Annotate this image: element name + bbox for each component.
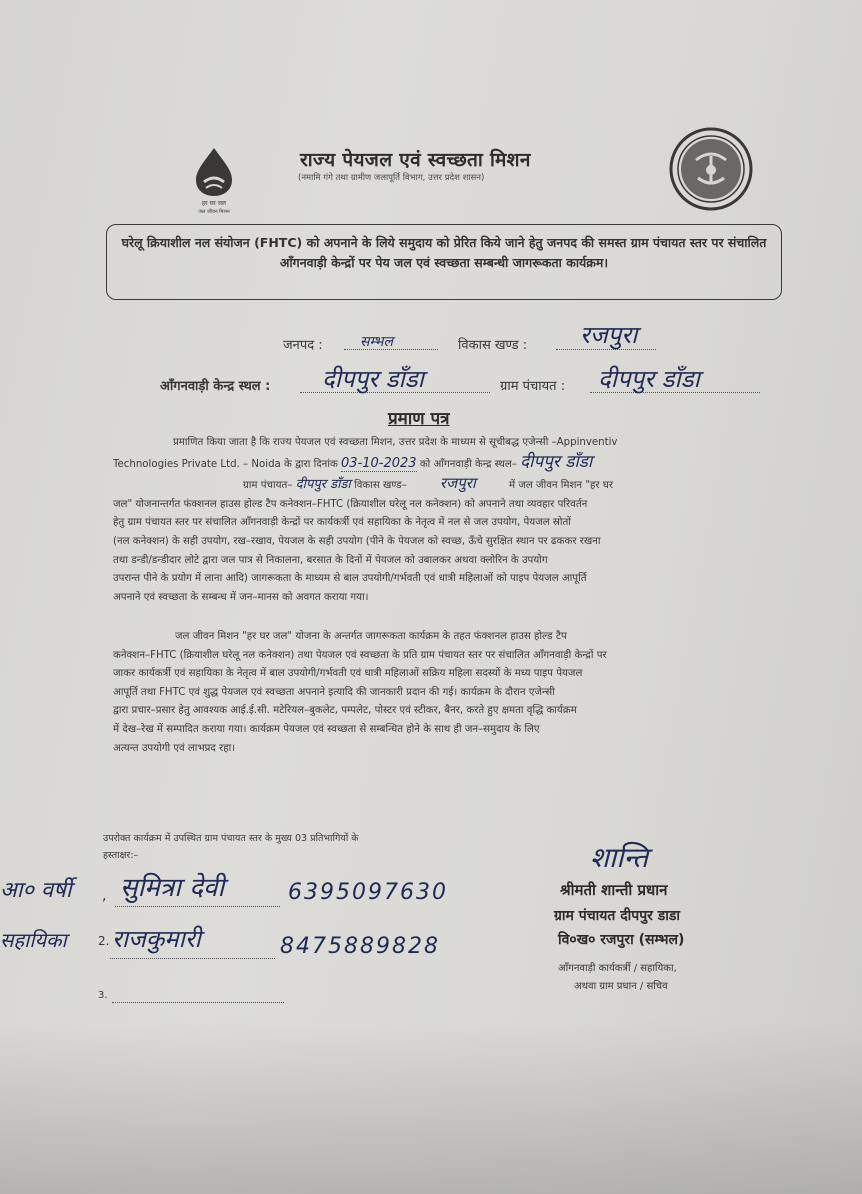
- block-value: रजपुरा: [580, 321, 638, 349]
- logo-left-subtext: जल जीवन मिशन: [198, 209, 230, 215]
- program-topic: घरेलू क्रियाशील नल संयोजन (FHTC) को अपनाने के लिये समुदाय को प्रेरित किये जाने हेतु जनपद की समस्त ग्राम पंचायत स्तर पर संचालित आँगनवाड़ी केन्द्रों पर पेय जल एवं स्वच्छता सम्बन्धी जागरूकता कार्यक्रम।: [121, 235, 767, 270]
- panchayat-label: ग्राम पंचायत :: [500, 379, 566, 394]
- signatory-1-phone: 6395097630: [288, 880, 448, 905]
- para2-line3: जाकर कार्यकर्त्री एवं सहायिका के नेतृत्व में बाल उपयोगी/गर्भवती एवं धात्री महिलाओं सक्रिय महिला सदस्यों के मध्य पाइप पेयजल: [113, 668, 583, 680]
- certificate-title: प्रमाण पत्र: [388, 409, 450, 429]
- signatories-note-line2: हस्ताक्षर:–: [103, 850, 139, 861]
- signatories-note-line1: उपरोक्त कार्यक्रम में उपस्थित ग्राम पंचायत स्तर के मुख्य 03 प्रतिभागियों के: [103, 833, 359, 844]
- panchayat-value: दीपपुर डाँडा: [598, 365, 700, 393]
- para1-panchayat-hand: दीपपुर डाँडा: [295, 477, 351, 493]
- pradhan-line3: वि०ख० रजपुरा (सम्भल): [558, 932, 685, 948]
- centre-label: आँगनवाड़ी केन्द्र स्थल :: [160, 379, 271, 394]
- pradhan-line2: ग्राम पंचायत दीपपुर डाडा: [554, 908, 681, 924]
- har-ghar-jal-logo-icon: [186, 146, 242, 216]
- para1-line7: तथा डन्डी/डन्डीदार लोटे द्वारा जल पात्र से निकालना, बरसात के दिनों में पेयजल को उबालकर अथवा क्लोरिन के उपयोग: [113, 554, 548, 566]
- para1-line3-c: में जल जीवन मिशन "हर घर: [508, 480, 614, 492]
- signatory-2-phone: 8475889828: [280, 934, 440, 959]
- para2-line4: आपूर्ति तथा FHTC एवं शुद्ध पेयजल एवं स्वच्छता अपनाने इत्यादि की जानकारी प्रदान की गई। कार्यक्रम के दौरान एजेन्सी: [113, 686, 555, 698]
- district-label: जनपद :: [283, 338, 323, 353]
- district-value: सम्भल: [360, 334, 393, 350]
- signatory-2-name: राजकुमारी: [112, 925, 201, 953]
- para2-line2: कनेक्शन–FHTC (क्रियाशील घरेलू नल कनेक्शन) तथा पेयजल एवं स्वच्छता के प्रति ग्राम पंचायत स्तर पर संचालित आँगनवाड़ी केन्द्रों पर: [113, 649, 607, 661]
- para1-line9: अपनाने एवं स्वच्छता के सम्बन्ध में जन–मानस को अवगत कराया गया।: [113, 591, 369, 603]
- para1-line3-a: ग्राम पंचायत–: [243, 480, 293, 492]
- logo-left-text: हर घर जल: [202, 200, 226, 207]
- para2-line1: जल जीवन मिशन "हर घर जल" योजना के अन्तर्गत जागरूकता कार्यक्रम के तहत फंक्शनल हाउस होल्ड टैप: [175, 631, 567, 642]
- up-state-emblem-icon: [668, 126, 754, 212]
- para1-line4: जल" योजनान्तर्गत फंक्शनल हाउस होल्ड टैप कनेक्शन–FHTC (क्रियाशील घरेलू नल कनेक्शन) को अपनाने तथा व्यवहार परिवर्तन: [113, 498, 588, 510]
- para1-line1: प्रमाणित किया जाता है कि राज्य पेयजल एवं स्वच्छता मिशन, उत्तर प्रदेश के माध्यम से सूचीबद्ध एजेन्सी –Appinventiv: [173, 437, 618, 448]
- para1-line5: हेतु ग्राम पंचायत स्तर पर संचालित आँगनवाड़ी केन्द्रों पर कार्यकर्त्री एवं सहायिका के नेतृत्व में नल से जल उपयोग, पेयजल स्रोतों: [113, 517, 571, 529]
- para1-centre-hand: दीपपुर डाँडा: [520, 451, 593, 472]
- signatory-2-index: 2.: [98, 934, 110, 948]
- para1-line2-b: को आँगनवाड़ी केन्द्र स्थल–: [419, 458, 517, 470]
- para2-line6: में देख–रेख में सम्पादित कराया गया। कार्यक्रम पेयजल एवं स्वच्छता से सम्बन्धित होने के साथ ही जन–समुदाय के लिए: [113, 723, 540, 735]
- certificate-paragraph-1: [113, 434, 813, 607]
- signatory-2-role: सहायिका: [0, 928, 67, 952]
- para1-line6: (नल कनेक्शन) के सही उपयोग, रख–रखाव, पेयजल के सही उपयोग (पीने के पेयजल को स्वच्छ, ऊँचे सुरक्षित स्थान पर ढककर रखना: [113, 535, 601, 547]
- signatory-1-line: [115, 906, 280, 907]
- signatory-1-index: ,: [102, 888, 107, 904]
- org-title: राज्य पेयजल एवं स्वच्छता मिशन: [300, 149, 531, 171]
- para2-line5: द्वारा प्रचार–प्रसार हेतु आवश्यक आई.ई.सी. मटेरियल–बुकलेट, पम्पलेट, पोस्टर एवं स्टीकर, बैनर, करते हुए क्षमता वृद्धि कार्यक्रम: [113, 705, 577, 717]
- para1-block-hand: रजपुरा: [439, 474, 476, 493]
- page-shadow: [0, 1020, 862, 1194]
- program-date: 03-10-2023: [341, 455, 417, 471]
- signatory-3-index: 3.: [98, 990, 108, 1001]
- pradhan-line1: श्रीमती शान्ती प्रधान: [560, 881, 668, 899]
- para2-line7: अत्यन्त उपयोगी एवं लाभप्रद रहा।: [113, 742, 236, 754]
- para1-line2: [113, 453, 813, 475]
- signatory-3-line: [112, 1002, 284, 1003]
- signatories-note: [103, 830, 359, 864]
- signatory-2-line: [110, 958, 275, 959]
- para1-line3-b: विकास खण्ड–: [354, 480, 407, 492]
- signatory-1-role: आ० वर्षी: [0, 878, 72, 903]
- signatory-1-name: सुमित्रा देवी: [120, 873, 225, 903]
- block-label: विकास खण्ड :: [458, 338, 528, 353]
- org-subtitle: (नमामि गंगे तथा ग्रामीण जलापूर्ति विभाग, उत्तर प्रदेश शासन): [298, 173, 485, 183]
- program-topic-box: [106, 224, 782, 300]
- pradhan-line4: आँगनवाड़ी कार्यकर्त्री / सहायिका,: [558, 963, 677, 974]
- para1-line8: उपरान्त पीने के प्रयोग में लाना आदि) जागरूकता के माध्यम से बाल उपयोगी/गर्भवती एवं धात्री महिलाओं को पाइप पेयजल आपूर्ति: [113, 573, 587, 585]
- para1-line3: [113, 474, 813, 496]
- para1-line2-a: Technologies Private Ltd. – Noida के द्वारा दिनांक: [113, 458, 338, 470]
- centre-value: दीपपुर डाँडा: [322, 365, 424, 393]
- pradhan-line5: अथवा ग्राम प्रधान / सचिव: [574, 981, 668, 992]
- certificate-paragraph-2: [113, 628, 813, 758]
- pradhan-signature: शान्ति: [590, 841, 649, 874]
